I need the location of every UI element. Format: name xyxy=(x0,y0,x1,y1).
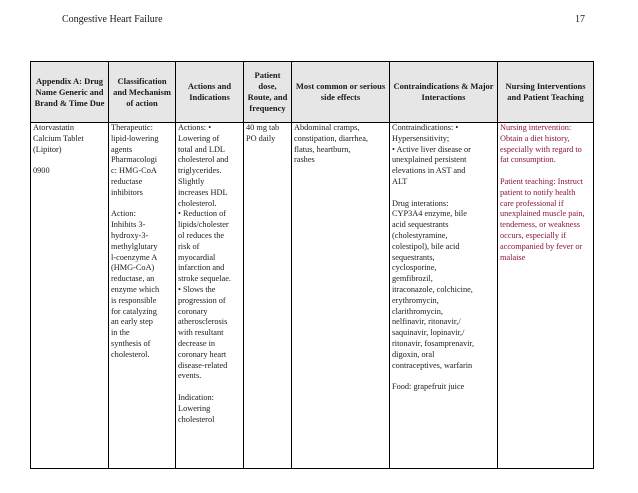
cell-text-line: disease-related xyxy=(178,360,228,370)
actions-cell xyxy=(176,123,244,469)
column-header-dose: Patient dose, Route, and frequency xyxy=(244,62,292,123)
cell-text-line: • Active liver disease or xyxy=(392,144,471,154)
cell-text-line: coronary xyxy=(178,306,208,316)
cell-text-line: Indication: xyxy=(178,392,214,402)
cell-text-line: risk of xyxy=(178,241,200,251)
cell-text-line: synthesis of xyxy=(111,338,151,348)
cell-text-line: (cholestyramine, xyxy=(392,230,448,240)
cell-text-line: Contraindications: • xyxy=(392,123,459,132)
column-header-contraindications: Contraindications & Major Interactions xyxy=(390,62,498,123)
column-header-side-effects: Most common or serious side effects xyxy=(292,62,390,123)
cell-text-line: Actions: • xyxy=(178,123,212,132)
cell-text-line: • Slows the xyxy=(178,284,216,294)
cell-text-line: • Reduction of xyxy=(178,209,227,219)
cell-text-line: tenderness, or weakness xyxy=(500,220,580,230)
cell-text-line xyxy=(178,382,241,393)
cell-text-line: fat consumption. xyxy=(500,155,556,165)
cell-text-line: Food: grapefruit juice xyxy=(392,382,465,392)
page-number: 17 xyxy=(575,14,585,25)
cell-text-line: Pharmacologi xyxy=(111,155,158,165)
cell-text-line: digoxin, oral xyxy=(392,349,435,359)
cell-text-line: Obtain a diet history, xyxy=(500,133,570,143)
cell-text-line: triglycerides. xyxy=(178,166,222,176)
cell-text-line: gemfibrozil, xyxy=(392,274,433,284)
cell-text-line: an early step xyxy=(111,317,153,327)
cell-text-line: flatus, heartburn, xyxy=(294,144,351,154)
cell-text-line: Abdominal cramps, xyxy=(294,123,360,132)
cell-text-line: l-coenzyme A xyxy=(111,252,158,262)
column-header-nursing: Nursing Interventions and Patient Teaching xyxy=(498,62,594,123)
nursing-cell xyxy=(498,123,594,469)
cell-text-line: care professional if xyxy=(500,198,564,208)
cell-text-line: lipid-lowering xyxy=(111,133,159,143)
cell-text-line: reductase, an xyxy=(111,274,155,284)
cell-text-line: 40 mg tab xyxy=(246,123,280,132)
cell-text-line xyxy=(33,155,106,166)
table-row xyxy=(31,123,594,469)
cell-text-line: lipids/cholester xyxy=(178,220,229,230)
running-header-title: Congestive Heart Failure xyxy=(62,14,163,25)
cell-text-line: enzyme which xyxy=(111,284,160,294)
cell-text-line xyxy=(392,188,495,199)
cell-text-line: in the xyxy=(111,328,130,338)
cell-text-line: especially with regard to xyxy=(500,144,582,154)
cell-text-line: colestipol), bile acid xyxy=(392,241,460,251)
cell-text-line: clarithromycin, xyxy=(392,306,443,316)
cell-text-line: (Lipitor) xyxy=(33,144,62,154)
contraindications-cell xyxy=(390,123,498,469)
cell-text-line: myocardial xyxy=(178,252,216,262)
cell-text-line: Inhibits 3- xyxy=(111,220,146,230)
cell-text-line xyxy=(111,199,173,210)
cell-text-line: contraceptives, warfarin xyxy=(392,360,473,370)
cell-text-line: decrease in xyxy=(178,338,216,348)
cell-text-line: ol reduces the xyxy=(178,230,225,240)
cell-text-line: Drug interations: xyxy=(392,198,449,208)
cell-text-line: ritonavir, fosamprenavir, xyxy=(392,338,475,348)
cell-text-line: for catalyzing xyxy=(111,306,157,316)
cell-text-line: cholesterol xyxy=(178,414,215,424)
drug-card-table xyxy=(30,61,594,469)
column-header-actions: Actions and Indications xyxy=(176,62,244,123)
cell-text-line xyxy=(392,371,495,382)
cell-text-line: agents xyxy=(111,144,133,154)
cell-text-line: unexplained muscle pain, xyxy=(500,209,585,219)
cell-text-line: saquinavir, lopinavir,/ xyxy=(392,328,465,338)
cell-text-line: constipation, diarrhea, xyxy=(294,133,368,143)
cell-text-line: CYP3A4 enzyme, bile xyxy=(392,209,467,219)
classification-cell xyxy=(109,123,176,469)
cell-text-line: Hypersensitivity; xyxy=(392,133,450,143)
cell-text-line: elevations in AST and xyxy=(392,166,466,176)
cell-text-line: acid sequestrants xyxy=(392,220,449,230)
table-header-row xyxy=(31,62,594,123)
cell-text-line: Therapeutic: xyxy=(111,123,153,132)
cell-text-line: unexplained persistent xyxy=(392,155,467,165)
cell-text-line: ALT xyxy=(392,176,408,186)
cell-text-line: cholesterol. xyxy=(111,349,150,359)
cell-text-line: Action: xyxy=(111,209,136,219)
column-header-drug: Appendix A: Drug Name Generic and Brand & Time Due xyxy=(31,62,109,123)
cell-text-line: nelfinavir, ritonavir,/ xyxy=(392,317,461,327)
cell-text-line: with resultant xyxy=(178,328,224,338)
cell-text-line: inhibitors xyxy=(111,187,143,197)
cell-text-line xyxy=(500,166,591,177)
cell-text-line: Patient teaching: Instruct xyxy=(500,176,583,186)
cell-text-line: erythromycin, xyxy=(392,295,439,305)
cell-text-line: rashes xyxy=(294,155,315,165)
cell-text-line: stroke sequelae. xyxy=(178,274,231,284)
cell-text-line: (HMG-CoA) xyxy=(111,263,155,273)
cell-text-line: PO daily xyxy=(246,133,276,143)
cell-text-line: Lowering of xyxy=(178,133,220,143)
cell-text-line: events. xyxy=(178,371,202,381)
cell-text-line: c: HMG-CoA xyxy=(111,166,157,176)
dose-cell xyxy=(244,123,292,469)
cell-text-line: sequestrants, xyxy=(392,252,435,262)
cell-text-line: is responsible xyxy=(111,295,157,305)
cell-text-line: progression of xyxy=(178,295,226,305)
cell-text-line: Nursing intervention: xyxy=(500,123,572,132)
cell-text-line: cholesterol and xyxy=(178,155,229,165)
cell-text-line: cholesterol. xyxy=(178,198,217,208)
cell-text-line: accompanied by fever or xyxy=(500,241,583,251)
cell-text-line: occurs, especially if xyxy=(500,230,567,240)
cell-text-line: coronary heart xyxy=(178,349,227,359)
side-effects-cell xyxy=(292,123,390,469)
cell-text-line: malaise xyxy=(500,252,526,262)
cell-text-line: methylglutary xyxy=(111,241,158,251)
cell-text-line: Slightly xyxy=(178,176,205,186)
cell-text-line: increases HDL xyxy=(178,187,228,197)
cell-text-line: hydroxy-3- xyxy=(111,230,149,240)
cell-text-line: atherosclerosis xyxy=(178,317,228,327)
cell-text-line: Atorvastatin xyxy=(33,123,75,132)
drug-cell xyxy=(31,123,109,469)
cell-text-line: patient to notify health xyxy=(500,187,576,197)
column-header-classification: Classification and Mechanism of action xyxy=(109,62,176,123)
cell-text-line: Lowering xyxy=(178,403,211,413)
cell-text-line: cyclosporine, xyxy=(392,263,437,273)
cell-text-line: itraconazole, colchicine, xyxy=(392,284,473,294)
cell-text-line: reductase xyxy=(111,176,143,186)
cell-text-line: total and LDL xyxy=(178,144,226,154)
cell-text-line: infarction and xyxy=(178,263,225,273)
cell-text-line: Calcium Tablet xyxy=(33,133,84,143)
cell-text-line: 0900 xyxy=(33,166,50,176)
